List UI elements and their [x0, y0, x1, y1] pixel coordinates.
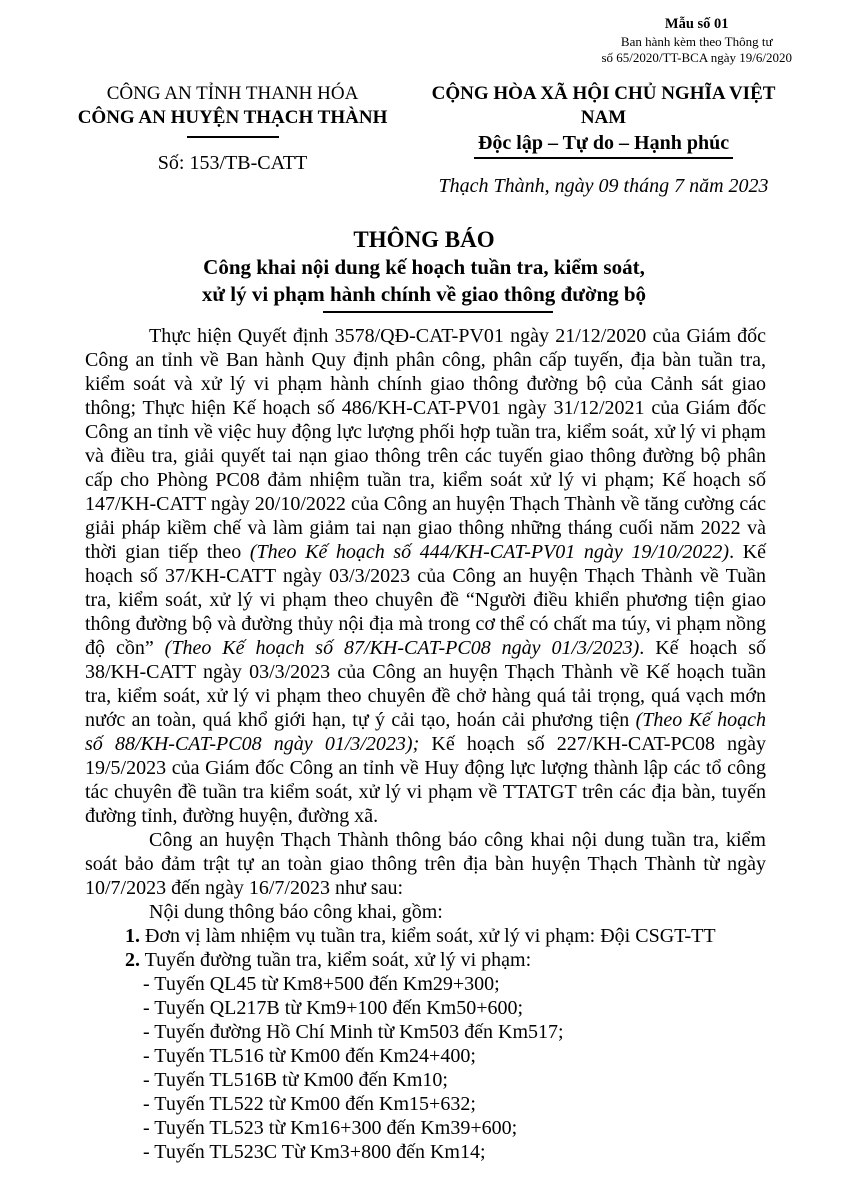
document-title: THÔNG BÁO — [353, 227, 495, 252]
legal-basis-text-2: . Kế hoạch số 37/KH-CATT ngày 03/3/2023 của Công an huyện Thạch Thành về Tuần tra, kiểm soát, xử lý vi phạm theo chuyên đề “Người điều khiển phương tiện giao thông đường bộ và đường thủy nội địa mà trong cơ thể có chất ma túy, vi phạm nồng độ cồn” — [85, 541, 767, 659]
place-date-line: Thạch Thành, ngày 09 tháng 7 năm 2023 — [438, 175, 769, 197]
route-line-ql217b: - Tuyến QL217B từ Km9+100 đến Km50+600; — [143, 997, 524, 1019]
item-routes-number: 2. — [125, 949, 140, 971]
item-unit-text: Đơn vị làm nhiệm vụ tuần tra, kiểm soát, xử lý vi phạm: Đội CSGT-TT — [140, 925, 716, 947]
legal-basis-text-3: . Kế hoạch số 38/KH-CATT ngày 03/3/2023 của Công an huyện Thạch Thành về Kế hoạch tuần tra, kiểm soát, xử lý vi phạm theo chuyên đề chở hàng quá tải trọng, quá vạch mớn nước an toàn, quá khổ giới hạn, tự ý cải tạo, hoán cải phương tiện — [85, 637, 766, 731]
form-note — [601, 15, 792, 66]
title-block — [0, 225, 848, 313]
issuer-parent-org: CÔNG AN TỈNH THANH HÓA — [106, 83, 359, 104]
national-motto-wrap — [417, 131, 790, 159]
issuer-separator-line — [187, 136, 279, 138]
route-line-tl523: - Tuyến TL523 từ Km16+300 đến Km39+600; — [143, 1117, 518, 1139]
list-intro: Nội dung thông báo công khai, gồm: — [149, 901, 443, 923]
route-line-tl516b: - Tuyến TL516B từ Km00 đến Km10; — [143, 1069, 448, 1091]
legal-basis-ref-1: (Theo Kế hoạch số 444/KH-CAT-PV01 ngày 19/10/2022) — [249, 541, 730, 563]
form-note-circular-line: số 65/2020/TT-BCA ngày 19/6/2020 — [601, 50, 792, 65]
item-unit — [85, 924, 766, 948]
route-line-tl516: - Tuyến TL516 từ Km00 đến Km24+400; — [143, 1045, 476, 1067]
route-list — [85, 972, 766, 1164]
document-body — [0, 313, 848, 1164]
national-block — [417, 82, 790, 198]
national-name-line: CỘNG HÒA XÃ HỘI CHỦ NGHĨA VIỆT NAM — [431, 83, 776, 128]
paragraph-announcement: Công an huyện Thạch Thành thông báo công khai nội dung tuần tra, kiểm soát bảo đảm trật tự an toàn giao thông trên địa bàn huyện Thạch Thành từ ngày 10/7/2023 đến ngày 16/7/2023 như sau: — [85, 829, 766, 899]
issuer-block — [48, 82, 417, 198]
route-line-ho-chi-minh: - Tuyến đường Hồ Chí Minh từ Km503 đến Km517; — [143, 1021, 564, 1043]
document-header — [0, 82, 848, 198]
title-underline — [323, 311, 553, 313]
document-number: Số: 153/TB-CATT — [157, 152, 308, 174]
document-subtitle-line1: Công khai nội dung kế hoạch tuần tra, kiểm soát, — [203, 255, 645, 279]
item-routes-text: Tuyến đường tuần tra, kiểm soát, xử lý vi phạm: — [140, 949, 532, 971]
form-note-issued-line: Ban hành kèm theo Thông tư — [620, 34, 773, 49]
item-unit-number: 1. — [125, 925, 140, 947]
legal-basis-text-4: Kế hoạch số 227/KH-CAT-PC08 ngày 19/5/2023 của Giám đốc Công an tỉnh về Huy động lực lượng thành lập các tổ công tác chuyên đề tuần tra kiểm soát, xử lý vi phạm về TTATGT trên các địa bàn, tuyến đường tỉnh, đường huyện, đường xã. — [85, 733, 766, 827]
national-motto: Độc lập – Tự do – Hạnh phúc — [474, 131, 733, 159]
route-line-tl522: - Tuyến TL522 từ Km00 đến Km15+632; — [143, 1093, 476, 1115]
item-routes — [85, 948, 766, 972]
form-note-number: Mẫu số 01 — [664, 16, 729, 32]
route-line-ql45: - Tuyến QL45 từ Km8+500 đến Km29+300; — [143, 973, 500, 995]
route-line-tl523c: - Tuyến TL523C Từ Km3+800 đến Km14; — [143, 1141, 486, 1163]
legal-basis-ref-3: (Theo Kế hoạch số 88/KH-CAT-PC08 ngày 01/3/2023); — [85, 709, 766, 755]
legal-basis-ref-2: (Theo Kế hoạch số 87/KH-CAT-PC08 ngày 01/3/2023) — [164, 637, 640, 659]
legal-basis-text-1: Thực hiện Quyết định 3578/QĐ-CAT-PV01 ngày 21/12/2020 của Giám đốc Công an tỉnh về Ban hành Quy định phân công, phân cấp tuyến, địa bàn tuần tra, kiểm soát và xử lý vi phạm hành chính giao thông đường bộ của Cảnh sát giao thông; Thực hiện Kế hoạch số 486/KH-CAT-PV01 ngày 31/12/2021 của Giám đốc Công an tỉnh về việc huy động lực lượng phối hợp tuần tra, kiểm soát, xử lý vi phạm và điều tra, giải quyết tai nạn giao thông trên các tuyến giao thông đường bộ phân cấp cho Phòng PC08 đảm nhiệm tuần tra, kiểm soát xử lý vi phạm; Kế hoạch số 147/KH-CATT ngày 20/10/2022 của Công an huyện Thạch Thành về tăng cường các giải pháp kiềm chế và làm giảm tai nạn giao thông những tháng cuối năm 2022 và thời gian tiếp theo — [85, 325, 766, 563]
issuer-unit-name: CÔNG AN HUYỆN THẠCH THÀNH — [77, 107, 388, 128]
document-subtitle-line2: xử lý vi phạm hành chính về giao thông đường bộ — [201, 282, 647, 306]
paragraph-legal-basis — [85, 324, 766, 828]
